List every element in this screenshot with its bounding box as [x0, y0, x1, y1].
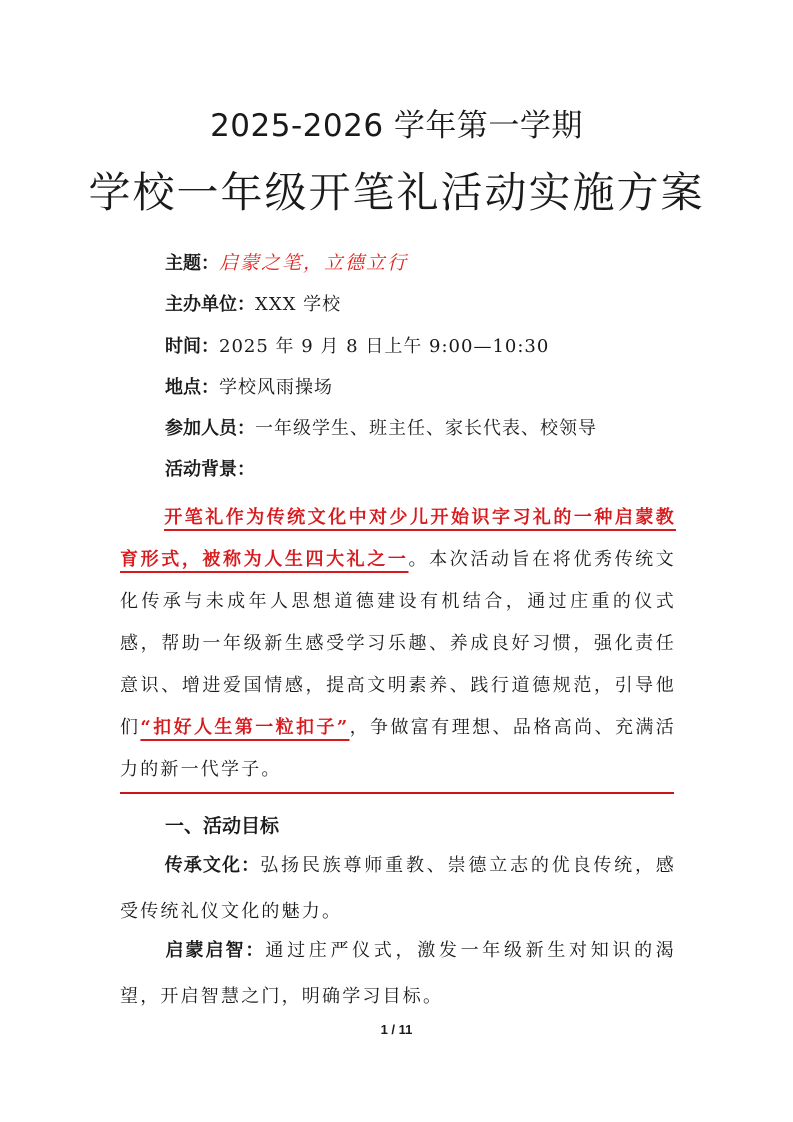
meta-time — [165, 335, 549, 359]
time-value: 2025 年 9 月 8 日上午 9:00—10:30 — [219, 336, 550, 357]
goal-text-enlighten: 通过庄严仪式，激发一年级新生对知识的渴望，开启智慧之门，明确学习目标。 — [120, 940, 676, 1007]
section-divider — [120, 792, 674, 794]
document-title-main: 学校一年级开笔礼活动实施方案 — [88, 168, 705, 217]
organizer-label: 主办单位： — [165, 294, 255, 315]
meta-location — [165, 376, 333, 400]
goal-label-culture: 传承文化： — [164, 855, 261, 876]
goal-label-enlighten: 启蒙启智： — [164, 940, 266, 961]
background-paragraph — [120, 497, 676, 791]
section-title-goals: 一、活动目标 — [165, 815, 280, 837]
background-label: 活动背景： — [165, 459, 255, 480]
participants-label: 参加人员： — [165, 418, 255, 439]
location-value: 学校风雨操场 — [219, 377, 333, 398]
goal-text-culture: 弘扬民族尊师重教、崇德立志的优良传统，感受传统礼仪文化的魅力。 — [120, 855, 677, 922]
location-label: 地点： — [165, 377, 219, 398]
document-title-semester: 2025-2026 学年第一学期 — [210, 108, 583, 144]
organizer-value: XXX 学校 — [255, 294, 342, 315]
background-text-main: 。本次活动旨在将优秀传统文化传承与未成年人思想道德建设有机结合，通过庄重的仪式感，帮助一年级新生感受学习乐趣、养成良好习惯，强化责任意识、增进爱国情感，提高文明素养、践行道德规范，引导他们 — [120, 549, 676, 738]
meta-theme — [165, 251, 408, 276]
theme-label: 主题： — [165, 253, 219, 274]
page-number: 1 / 11 — [380, 1022, 413, 1037]
meta-organizer — [165, 293, 341, 317]
meta-participants — [165, 417, 597, 441]
goal-item-enlighten — [120, 928, 676, 1020]
participants-value: 一年级学生、班主任、家长代表、校领导 — [255, 418, 597, 439]
goal-item-culture — [120, 843, 676, 935]
background-text-end: ，争做富有理想、品格高尚、充满活力的新一代学子。 — [120, 717, 677, 780]
theme-value: 启蒙之笔，立德立行 — [219, 252, 409, 274]
time-label: 时间： — [165, 336, 219, 357]
background-highlight-etiquette: 开笔礼作为传统文化中对少儿开始识字习礼的一种启蒙教育形式，被称为人生四大礼之一 — [120, 507, 676, 570]
meta-background-heading — [165, 458, 255, 482]
background-highlight-button: “扣好人生第一粒扣子” — [140, 717, 350, 738]
